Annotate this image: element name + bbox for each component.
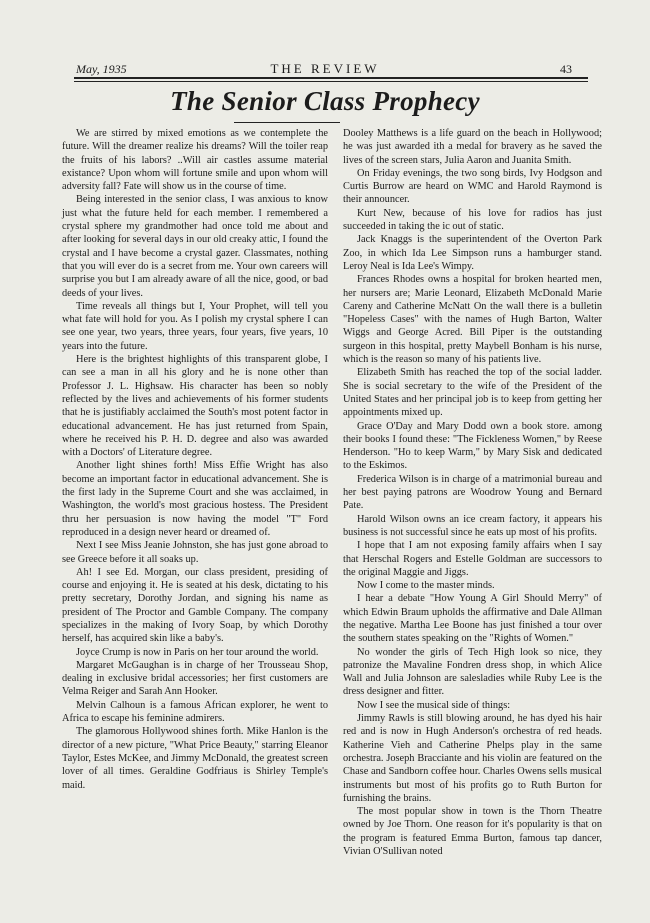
paragraph: On Friday evenings, the two song birds, Ivy Hodgson and Curtis Burrow are heard on WMC and Harold Raymond is their announcer. (343, 167, 602, 206)
paragraph: Melvin Calhoun is a famous African explorer, he went to Africa to escape his feminine admirers. (62, 699, 328, 725)
paragraph: Jimmy Rawls is still blowing around, he has dyed his hair red and is now in Hugh Anderson's orchestra of red heads. Katherine Vieh and Catherine Phelps play in the same orchestra. Joseph Bracciante and his violin are featured on the Chase and Sandborn coffee hour. Charles Owens sells musical instruments but most of his profits go to Ruth Burton for furnishing the brains. (343, 713, 602, 804)
left-column (62, 127, 328, 842)
paragraph: Here is the brightest highlights of this transparent globe, I can see a man in all his glory and he is none other than Professor J. L. Highsaw. His character has been so nobly reflected by the lives and achievements of his former students that he is justifiably acclaimed the South's most potent factor in educational advancement. He has just returned from Spain, where he received his P. H. D. degree and also was awarded with a Doctors' of Literature degree. (62, 354, 328, 459)
paragraph: The most popular show in town is the Thorn Theatre owned by Joe Thorn. One reason for it's popularity is that on the program is featured Emma Burton, famous tap dancer, Vivian O'Sullivan noted (343, 806, 602, 858)
paragraph: The glamorous Hollywood shines forth. Mike Hanlon is the director of a new picture, "What Price Beauty," starring Eleanor Taylor, Estes McKee, and Jimmy McDonald, the greatest screen lover of all times. Geraldine Godfriaus is Shirley Temple's maid. (62, 726, 328, 791)
page-number: 43 (560, 62, 572, 76)
paragraph: I hope that I am not exposing family affairs when I say that Herschal Rogers and Estelle Goldman are successors to the original Maggie and Jiggs. (343, 540, 602, 578)
publication-name: THE REVIEW (270, 61, 380, 76)
issue-date: May, 1935 (76, 62, 127, 76)
paragraph: Jack Knaggs is the superintendent of the Overton Park Zoo, in which Ida Lee Simpson runs a hamburger stand. Leroy Neal is Ida Lee's Wimpy. (343, 234, 602, 272)
paragraph: Elizabeth Smith has reached the top of the social ladder. She is social secretary to the wife of the President of the United States and her principal job is to keep from getting her appointments mixed up. (343, 367, 602, 419)
right-column (343, 127, 602, 858)
paragraph: Frederica Wilson is in charge of a matrimonial bureau and her best paying patrons are Woodrow Young and Bernard Pate. (343, 473, 602, 512)
paragraph: Another light shines forth! Miss Effie Wright has also become an important factor in educational advancement. She is the first lady in the Supreme Court and she was acclaimed, in Washington, the world's most gracious hostess. The President thru her persuasion is now having the model "T" Ford reproduced in a design never heard or dreamed of. (62, 460, 328, 538)
paragraph: Margaret McGaughan is in charge of her Trousseau Shop, dealing in exclusive bridal accessories; her first customers are Velma Reiger and Sarah Ann Hooker. (62, 659, 328, 698)
article-title: The Senior Class Prophecy (170, 86, 480, 116)
paragraph: Grace O'Day and Mary Dodd own a book store. among their books I found these: "The Fickleness Women," by Reese Henderson. "Ho to keep Warm," by Mary Sisk and dedicated to the Eskimos. (343, 420, 602, 472)
paragraph: Kurt New, because of his love for radios has just succeeded in taking the ic out of static. (343, 207, 602, 233)
paragraph: Harold Wilson owns an ice cream factory, it appears his business is not successful since he eats up most of his profits. (343, 513, 602, 538)
paragraph: Being interested in the senior class, I was anxious to know just what the future held for each member. I remembered a crystal sphere my grandmother had once told me about and after looking for several days in our old creaky attic, I found the crystal and I have become a crystal gazer. Classmates, nothing that you will ever do is a secret from me. Your own careers will surprise you but I am already aware of all the nice, good, or bad deeds of your lives. (62, 194, 328, 299)
paragraph: Now I come to the master minds. (357, 580, 495, 592)
header-rule-thin (74, 81, 588, 82)
title-underline (234, 122, 340, 123)
paragraph: I hear a debate "How Young A Girl Should Merry" of which Edwin Braum upholds the affirmative and Dale Allman the negative. Martha Lee Boone has just finished a tour over the southern states speaking on the "Rights of Women." (343, 593, 602, 645)
paragraph: Dooley Matthews is a life guard on the beach in Hollywood; he was just awarded ith a medal for bravery as he saved the lives of the screen stars, Julia Aaron and Juanita Smith. (343, 128, 602, 166)
paragraph: Now I see the musical side of things: (357, 699, 511, 711)
paragraph: Joyce Crump is now in Paris on her tour around the world. (76, 646, 319, 658)
header-rule-thick (74, 77, 588, 79)
paragraph: Next I see Miss Jeanie Johnston, she has just gone abroad to see Greece before it all soaks up. (62, 540, 328, 565)
paragraph: Ah! I see Ed. Morgan, our class president, presiding of course and enjoying it. He is seated at his desk, dictating to his pretty secretary, Dorothy Jordan, and signing his name as president of The Proctor and Gamble Company. The company specializes in the making of Ivory Soap, by which Dorothy herself, has acquired skin like a baby's. (62, 566, 328, 645)
paragraph: No wonder the girls of Tech High look so nice, they patronize the Mavaline Fondren dress shop, in which Alice Wall and Julia Johnson are salesladies while Ruby Lee is the dress designer and fitter. (343, 646, 602, 698)
paragraph: We are stirred by mixed emotions as we contemplete the future. Will the dreamer realize his dreams? Will the toiler reap the fruits of his labors? ..Will air castles assume material existance? Upon whom will fortune smile and upon whom will adversity fall? Fate will show us in the course of time. (62, 128, 328, 193)
paragraph: Time reveals all things but I, Your Prophet, will tell you what fate will hold for you. As I polish my crystal sphere I can see one year, two years, three years, four years, five years, 10 years into the future. (62, 300, 328, 352)
paragraph: Frances Rhodes owns a hospital for broken hearted men, her nursers are; Marie Leonard, Elizabeth McDonald Marie Careny and Catherine McNatt On the wall there is a bulletin "Hopeless Cases" with the names of Hugh Barton, Walter Wiggs and George Acred. Bill Piper is the outstanding surgeon in this hospital, pretty Maybell Bonham is his nurse, which is the reason so many of his patients live. (343, 274, 602, 366)
